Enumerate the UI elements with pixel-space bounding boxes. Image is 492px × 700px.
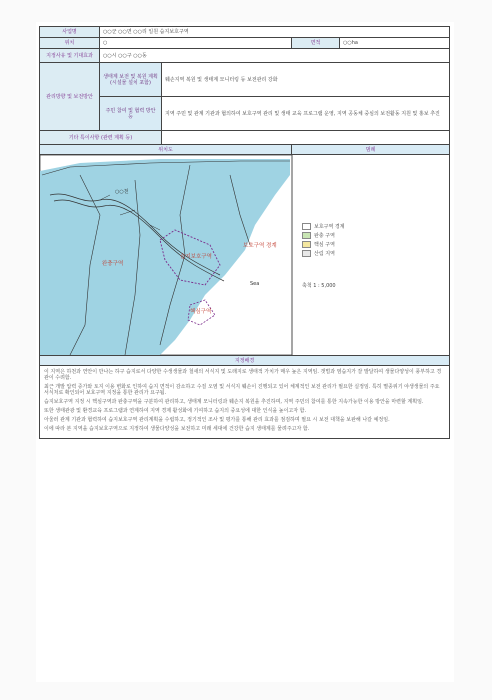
map-label-stream: ○○천 bbox=[115, 189, 129, 195]
description-paragraph: 또한 생태관광 및 환경교육 프로그램과 연계하여 지역 경제 활성화에 기여하고 습지의 중요성에 대한 인식을 높이고자 함. bbox=[44, 408, 307, 414]
info-table bbox=[39, 26, 450, 439]
reason-label: 지정사유 및 기대효과 bbox=[40, 49, 100, 63]
description-paragraph: 이 지역은 하천과 연안이 만나는 하구 습지로서 다양한 수생생물과 철새의 서식지 및 도래지로 생태적 가치가 매우 높은 지역임. 갯벌과 염습지가 잘 발달하여 생물다양성이 풍부하고 경관이 수려함. bbox=[44, 369, 442, 381]
map-label-sea: Sea bbox=[250, 281, 260, 287]
conservation-plan-label: 생태계 보전 및 복원 계획 (시설물 설치 포함) bbox=[100, 63, 162, 97]
management-label: 관리방향 및 보전방안 bbox=[40, 63, 100, 131]
map-area bbox=[40, 155, 450, 356]
legend-item: 보호구역 경계 bbox=[302, 223, 345, 230]
project-name-label: 사업명 bbox=[40, 27, 100, 38]
legend-item: 산림 지역 bbox=[302, 250, 345, 257]
description-header: 지정배경 bbox=[40, 356, 450, 366]
description-paragraph: 아울러 관계 기관과 협력하여 습지보호구역 관리계획을 수립하고, 정기적인 조사 및 평가를 통해 관리 효과를 점검하며 필요 시 보전 대책을 보완해 나갈 예정임. bbox=[44, 417, 390, 423]
participation-label: 주민 참여 및 협력 방안 등 bbox=[100, 97, 162, 131]
description-paragraph: 최근 개발 압력 증가와 토지 이용 변화로 인하여 습지 면적이 감소하고 수질 오염 및 서식지 훼손이 진행되고 있어 체계적인 보전 관리가 필요한 실정임. 특히 멸종위기 야생생물의 주요 서식처로 확인되어 보호구역 지정을 통한 관리가 요구됨. bbox=[44, 384, 440, 396]
area-value: ○○ha bbox=[340, 38, 450, 49]
scanned-page bbox=[36, 22, 454, 682]
description-paragraph: 이에 따라 본 지역을 습지보호구역으로 지정하여 생물다양성을 보전하고 미래 세대에 건강한 습지 생태계를 물려주고자 함. bbox=[44, 426, 310, 432]
area-label: 면적 bbox=[292, 38, 340, 49]
location-value: ○ bbox=[100, 38, 292, 49]
conservation-plan-value: 훼손지역 복원 및 생태계 모니터링 등 보전관리 강화 bbox=[162, 63, 450, 97]
reason-value: ○○시 ○○구 ○○동 bbox=[100, 49, 450, 63]
map-legend bbox=[302, 221, 345, 259]
map-label-core: 핵심구역 bbox=[190, 309, 212, 315]
participation-value: 지역 주민 및 관계 기관과 협의하여 보호구역 관리 및 생태 교육 프로그램 운영, 지역 공동체 중심의 보전활동 지원 및 홍보 추진 bbox=[162, 97, 450, 131]
legend-swatch bbox=[302, 250, 311, 257]
document-form bbox=[39, 26, 449, 439]
location-label: 위치 bbox=[40, 38, 100, 49]
remarks-label: 기타 특이사항 (관련 계획 등) bbox=[40, 131, 162, 145]
legend-swatch bbox=[302, 223, 311, 230]
project-name-value: ○○군 ○○면 ○○리 일원 습지보호구역 bbox=[100, 27, 450, 38]
description-body bbox=[40, 366, 450, 439]
legend-item: 완충 구역 bbox=[302, 232, 345, 239]
location-map bbox=[40, 155, 450, 355]
legend-swatch bbox=[302, 241, 311, 248]
map-header: 위치도 bbox=[40, 145, 292, 155]
legend-swatch bbox=[302, 232, 311, 239]
description-paragraph: 습지보호구역 지정 시 핵심구역과 완충구역을 구분하여 관리하고, 생태계 모니터링과 훼손지 복원을 추진하며, 지역 주민의 참여를 통한 지속가능한 이용 방안을 마련할 계획임. bbox=[44, 399, 424, 405]
map-label-boundary: 보호구역 경계 bbox=[243, 243, 277, 249]
legend-header: 범례 bbox=[292, 145, 450, 155]
map-scale: 축척 1 : 5,000 bbox=[302, 283, 336, 289]
map-label-protected: 습지보호구역 bbox=[180, 254, 212, 260]
map-label-buffer: 완충구역 bbox=[102, 261, 124, 267]
remarks-value bbox=[162, 131, 450, 145]
legend-item: 핵심 구역 bbox=[302, 241, 345, 248]
